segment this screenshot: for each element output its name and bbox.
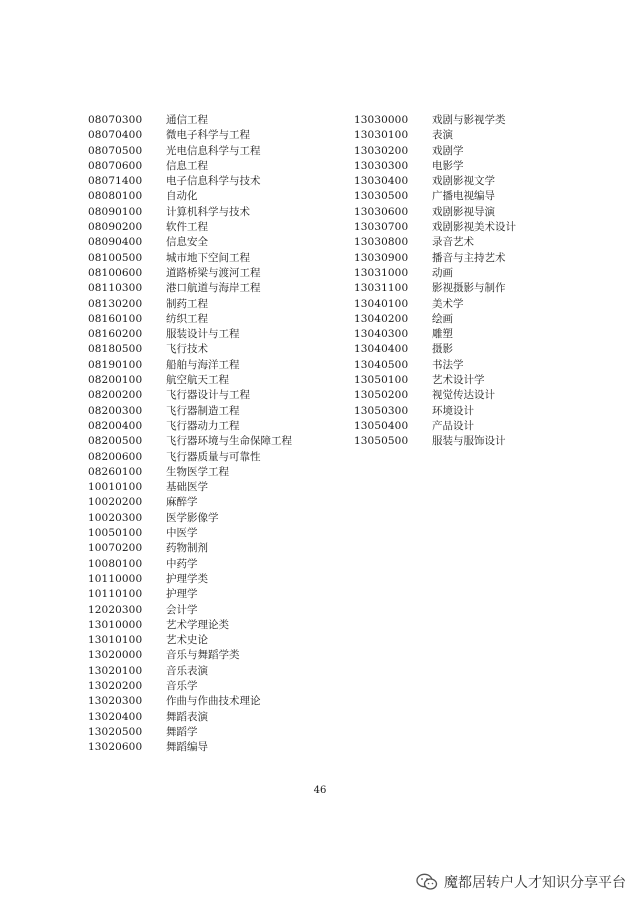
- major-row: [88, 679, 292, 694]
- major-row: [88, 450, 292, 465]
- major-name: 播音与主持艺术: [432, 251, 506, 264]
- major-code: 08130200: [88, 297, 143, 310]
- major-name: 产品设计: [432, 419, 474, 432]
- major-row: [88, 526, 292, 541]
- major-row: [354, 159, 516, 174]
- major-code: 13030700: [354, 221, 409, 234]
- major-code: 12020300: [88, 603, 143, 616]
- major-row: [354, 388, 516, 403]
- major-code: 13020100: [88, 664, 143, 677]
- major-name: 飞行器质量与可靠性: [166, 450, 261, 463]
- major-code: 13050300: [354, 404, 409, 417]
- major-name: 中药学: [166, 557, 198, 570]
- major-code: 08200200: [88, 389, 143, 402]
- major-row: [354, 312, 516, 327]
- major-name: 自动化: [166, 190, 198, 203]
- major-name: 动画: [432, 266, 453, 279]
- major-name: 飞行器动力工程: [166, 419, 240, 432]
- major-row: [88, 404, 292, 419]
- page-number: 46: [313, 785, 327, 796]
- major-code: 13050200: [354, 389, 409, 402]
- major-name: 广播电视编导: [432, 190, 495, 203]
- major-row: [88, 144, 292, 159]
- major-name: 基础医学: [166, 481, 208, 494]
- major-code: 10110100: [88, 588, 143, 601]
- major-row: [354, 342, 516, 357]
- major-row: [88, 235, 292, 250]
- major-name: 药物制剂: [166, 542, 208, 555]
- major-name: 飞行器制造工程: [166, 404, 240, 417]
- major-name: 美术学: [432, 297, 464, 310]
- major-name: 中医学: [166, 527, 198, 540]
- major-row: [88, 327, 292, 342]
- major-row: [354, 113, 516, 128]
- major-row: [88, 603, 292, 618]
- major-code: 08200500: [88, 435, 143, 448]
- major-name: 船舶与海洋工程: [166, 358, 240, 371]
- major-code: 08070500: [88, 144, 143, 157]
- major-row: [88, 159, 292, 174]
- major-name: 会计学: [166, 603, 198, 616]
- major-row: [88, 434, 292, 449]
- major-row: [354, 128, 516, 143]
- major-code: 13020300: [88, 695, 143, 708]
- major-code: 08080100: [88, 190, 143, 203]
- major-row: [88, 266, 292, 281]
- major-row: [354, 281, 516, 296]
- major-name: 城市地下空间工程: [166, 251, 250, 264]
- major-row: [88, 297, 292, 312]
- major-name: 飞行器环境与生命保障工程: [166, 435, 292, 448]
- major-code: 10020200: [88, 496, 143, 509]
- major-code: 13050400: [354, 419, 409, 432]
- major-row: [354, 404, 516, 419]
- major-code: 13020500: [88, 725, 143, 738]
- major-row: [354, 358, 516, 373]
- major-name: 舞蹈编导: [166, 741, 208, 754]
- major-code: 13020000: [88, 649, 143, 662]
- major-row: [354, 419, 516, 434]
- major-code: 08260100: [88, 465, 143, 478]
- major-name: 作曲与作曲技术理论: [166, 695, 261, 708]
- major-code: 10010100: [88, 481, 143, 494]
- major-name: 舞蹈学: [166, 725, 198, 738]
- major-name: 飞行器设计与工程: [166, 389, 250, 402]
- major-code: 13031000: [354, 266, 409, 279]
- major-list-right: [354, 113, 516, 450]
- major-name: 麻醉学: [166, 496, 198, 509]
- major-row: [354, 235, 516, 250]
- major-row: [88, 251, 292, 266]
- major-name: 书法学: [432, 358, 464, 371]
- major-code: 08100600: [88, 266, 143, 279]
- major-code: 08100500: [88, 251, 143, 264]
- major-row: [88, 618, 292, 633]
- major-row: [88, 740, 292, 755]
- major-row: [354, 434, 516, 449]
- major-row: [88, 710, 292, 725]
- major-row: [88, 694, 292, 709]
- major-name: 影视摄影与制作: [432, 282, 506, 295]
- major-row: [88, 572, 292, 587]
- major-row: [88, 541, 292, 556]
- major-name: 软件工程: [166, 221, 208, 234]
- major-code: 08070300: [88, 114, 143, 126]
- major-code: 13020400: [88, 710, 143, 723]
- major-row: [88, 220, 292, 235]
- major-name: 信息安全: [166, 236, 208, 249]
- major-row: [88, 633, 292, 648]
- major-name: 纺织工程: [166, 312, 208, 325]
- major-code: 13040100: [354, 297, 409, 310]
- major-code: 13030100: [354, 129, 409, 142]
- major-code: 10070200: [88, 542, 143, 555]
- major-name: 音乐学: [166, 679, 198, 692]
- major-row: [88, 495, 292, 510]
- major-row: [88, 205, 292, 220]
- major-code: 08160200: [88, 328, 143, 341]
- major-row: [88, 373, 292, 388]
- major-name: 道路桥梁与渡河工程: [166, 266, 261, 279]
- major-name: 制药工程: [166, 297, 208, 310]
- major-name: 医学影像学: [166, 511, 219, 524]
- major-row: [88, 174, 292, 189]
- major-name: 艺术史论: [166, 634, 208, 647]
- major-row: [88, 648, 292, 663]
- major-name: 戏剧影视文学: [432, 175, 495, 188]
- major-row: [88, 465, 292, 480]
- major-row: [88, 358, 292, 373]
- major-name: 舞蹈表演: [166, 710, 208, 723]
- major-name: 录音艺术: [432, 236, 474, 249]
- major-code: 13030400: [354, 175, 409, 188]
- major-code: 13040400: [354, 343, 409, 356]
- major-row: [354, 205, 516, 220]
- major-row: [354, 327, 516, 342]
- major-code: 10080100: [88, 557, 143, 570]
- major-code: 13050500: [354, 435, 409, 448]
- major-name: 飞行技术: [166, 343, 208, 356]
- major-name: 戏剧与影视学类: [432, 114, 506, 126]
- major-name: 计算机科学与技术: [166, 205, 250, 218]
- major-row: [354, 144, 516, 159]
- major-row: [88, 725, 292, 740]
- major-code: 08180500: [88, 343, 143, 356]
- major-code: 13040500: [354, 358, 409, 371]
- major-name: 艺术学理论类: [166, 618, 229, 631]
- major-code: 13030200: [354, 144, 409, 157]
- major-name: 音乐表演: [166, 664, 208, 677]
- major-row: [354, 373, 516, 388]
- major-code: 08090400: [88, 236, 143, 249]
- major-row: [88, 113, 292, 128]
- major-name: 表演: [432, 129, 453, 142]
- major-row: [88, 480, 292, 495]
- major-name: 视觉传达设计: [432, 389, 495, 402]
- major-code: 08070400: [88, 129, 143, 142]
- major-code: 13010100: [88, 634, 143, 647]
- major-row: [88, 511, 292, 526]
- major-name: 艺术设计学: [432, 374, 485, 387]
- major-code: 08070600: [88, 159, 143, 172]
- major-name: 航空航天工程: [166, 374, 229, 387]
- major-name: 港口航道与海岸工程: [166, 282, 261, 295]
- major-list-left: [88, 113, 292, 755]
- major-code: 08071400: [88, 175, 143, 188]
- major-row: [88, 128, 292, 143]
- major-code: 10050100: [88, 527, 143, 540]
- major-name: 微电子科学与工程: [166, 129, 250, 142]
- major-name: 光电信息科学与工程: [166, 144, 261, 157]
- major-name: 护理学: [166, 588, 198, 601]
- major-code: 13030300: [354, 159, 409, 172]
- major-row: [88, 557, 292, 572]
- major-name: 服装设计与工程: [166, 328, 240, 341]
- major-code: 08160100: [88, 312, 143, 325]
- major-row: [354, 251, 516, 266]
- major-code: 10110000: [88, 572, 143, 585]
- major-name: 电影学: [432, 159, 464, 172]
- major-row: [88, 388, 292, 403]
- major-name: 服装与服饰设计: [432, 435, 506, 448]
- major-code: 13030000: [354, 114, 409, 126]
- major-name: 生物医学工程: [166, 465, 229, 478]
- major-row: [354, 297, 516, 312]
- wechat-icon: [416, 873, 438, 891]
- major-code: 13010000: [88, 618, 143, 631]
- major-code: 08190100: [88, 358, 143, 371]
- major-code: 13020200: [88, 679, 143, 692]
- major-row: [354, 189, 516, 204]
- major-row: [354, 174, 516, 189]
- major-code: 10020300: [88, 511, 143, 524]
- major-name: 环境设计: [432, 404, 474, 417]
- major-code: 08110300: [88, 282, 143, 295]
- major-row: [354, 266, 516, 281]
- major-row: [88, 189, 292, 204]
- major-code: 08090200: [88, 221, 143, 234]
- major-code: 08090100: [88, 205, 143, 218]
- major-name: 戏剧影视导演: [432, 205, 495, 218]
- major-row: [88, 312, 292, 327]
- major-name: 音乐与舞蹈学类: [166, 649, 240, 662]
- major-code: 08200600: [88, 450, 143, 463]
- watermark: [416, 872, 626, 892]
- major-row: [88, 281, 292, 296]
- major-code: 08200400: [88, 419, 143, 432]
- major-row: [88, 587, 292, 602]
- major-row: [88, 419, 292, 434]
- major-row: [88, 342, 292, 357]
- major-name: 电子信息科学与技术: [166, 175, 261, 188]
- watermark-text: 魔都居转户人才知识分享平台: [444, 875, 626, 891]
- major-code: 13050100: [354, 374, 409, 387]
- major-code: 13030800: [354, 236, 409, 249]
- major-code: 08200100: [88, 374, 143, 387]
- major-code: 13031100: [354, 282, 409, 295]
- major-code: 13030900: [354, 251, 409, 264]
- major-code: 13040300: [354, 328, 409, 341]
- major-code: 13030500: [354, 190, 409, 203]
- major-name: 通信工程: [166, 114, 208, 126]
- major-name: 护理学类: [166, 572, 208, 585]
- major-row: [354, 220, 516, 235]
- major-name: 雕塑: [432, 328, 453, 341]
- major-name: 绘画: [432, 312, 453, 325]
- major-code: 08200300: [88, 404, 143, 417]
- major-name: 戏剧影视美术设计: [432, 221, 516, 234]
- major-row: [88, 664, 292, 679]
- major-code: 13020600: [88, 741, 143, 754]
- major-name: 戏剧学: [432, 144, 464, 157]
- major-code: 13040200: [354, 312, 409, 325]
- major-name: 摄影: [432, 343, 453, 356]
- major-code: 13030600: [354, 205, 409, 218]
- major-name: 信息工程: [166, 159, 208, 172]
